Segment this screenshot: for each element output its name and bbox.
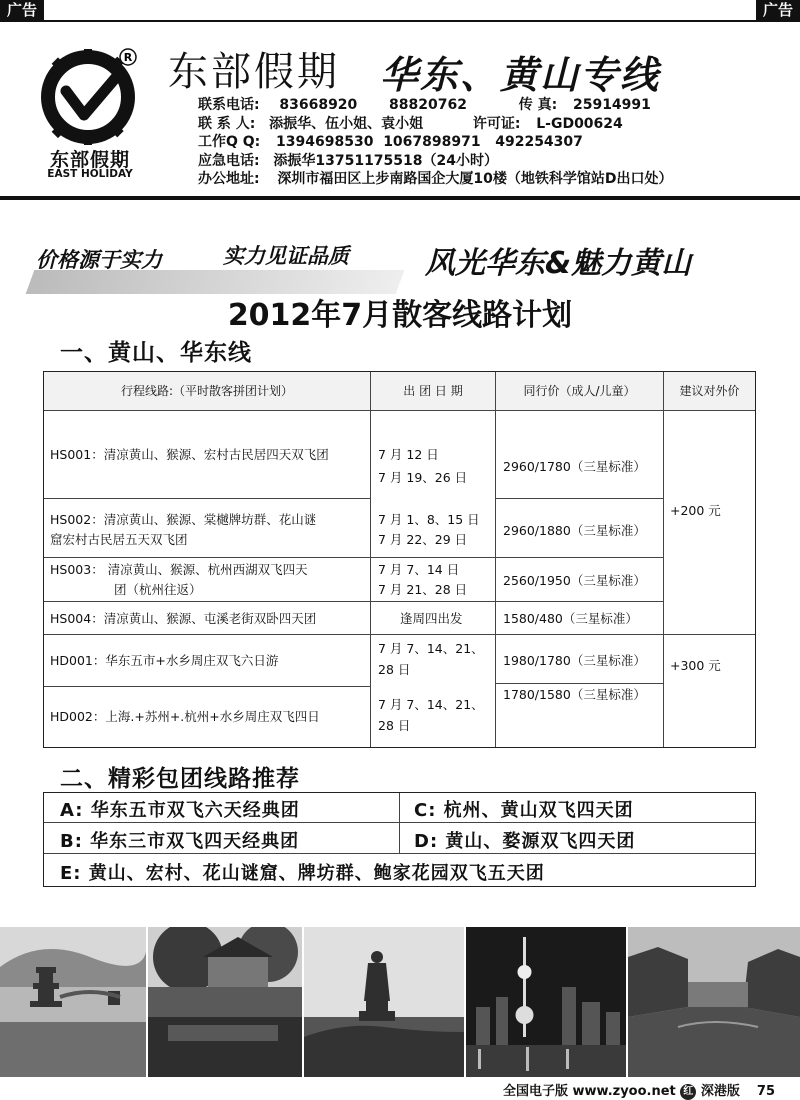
office-address: 深圳市福田区上步南路国企大厦10楼（地铁科学馆站D出口处） [277, 171, 673, 187]
license-label: 许可证: [472, 115, 521, 132]
date-hs001-b: 7 月 19、26 日 [378, 470, 468, 485]
emergency-phone: 添振华13751175518（24小时） [273, 152, 498, 169]
price-hd001: 1980/1780（三星标准） [503, 653, 646, 668]
price-hd002: 1780/1580（三星标准） [503, 687, 646, 702]
east-holiday-logo [40, 45, 140, 145]
brand-name: 东部假期 [168, 49, 340, 95]
page-footer [503, 1080, 775, 1100]
date-hd001-a: 7 月 7、14、21、 [378, 641, 484, 656]
suggest-price-hs: +200 元 [670, 503, 721, 518]
person-label: 联 系 人: [198, 115, 256, 132]
date-hd002-b: 28 日 [378, 718, 411, 733]
row-divider [44, 498, 370, 499]
col-divider [399, 793, 400, 853]
route-hd002: HD002：上海.+苏州+.杭州+水乡周庄双飞四日 [50, 709, 320, 724]
suggest-price-hd: +300 元 [670, 658, 721, 673]
package-a: A: 华东五市双飞六天经典团 [60, 800, 300, 821]
plan-title: 2012年7月散客线路计划 [227, 298, 573, 333]
package-b: B: 华东三市双飞四天经典团 [60, 831, 300, 852]
row-divider [495, 498, 663, 499]
contact-address-row [198, 170, 672, 189]
city-night-photo [466, 927, 626, 1077]
header-route: 行程线路:（平时散客拼团计划） [44, 372, 370, 410]
row-divider [44, 410, 755, 411]
date-hs003-a: 7 月 7、14 日 [378, 562, 460, 577]
route-hs002-line1: HS002：清凉黄山、猴源、棠樾牌坊群、花山谜 [50, 512, 317, 527]
contact-block [198, 96, 672, 189]
col-divider [370, 372, 371, 747]
header-suggested-price: 建议对外价 [664, 372, 755, 410]
contact-emergency-row [198, 152, 672, 171]
route-table [43, 371, 756, 748]
col-divider [663, 372, 664, 747]
row-divider [44, 686, 370, 687]
date-hd002-a: 7 月 7、14、21、 [378, 697, 484, 712]
buddha-statue-photo [304, 927, 464, 1077]
header-date: 出 团 日 期 [371, 372, 495, 410]
slogan-price: 价格源于实力 [36, 248, 162, 272]
phone-label: 联系电话: [198, 97, 260, 113]
header-divider [0, 196, 800, 200]
route-hs002-line2: 窟宏村古民居五天双飞团 [50, 532, 188, 547]
date-hd001-b: 28 日 [378, 662, 411, 677]
price-hs001: 2960/1780（三星标准） [503, 459, 646, 474]
price-hs004: 1580/480（三星标准） [503, 611, 638, 626]
ad-label-left: 广告 [0, 0, 44, 21]
col-divider [495, 372, 496, 747]
route-hs001: HS001：清凉黄山、猴源、宏村古民居四天双飞团 [50, 447, 329, 462]
page-number: 75 [756, 1084, 775, 1099]
contact-persons: 添振华、伍小姐、袁小姐 [269, 115, 424, 132]
slogan-scenery: 风光华东&魅力黄山 [425, 246, 692, 281]
garden-pond-photo [148, 927, 302, 1077]
logo-chinese-name: 东部假期 [49, 149, 130, 171]
fax-number: 25914991 [572, 97, 651, 113]
footer-edition: 深港版 [700, 1084, 740, 1099]
water-town-photo [628, 927, 800, 1077]
row-divider [44, 634, 755, 635]
phone-number-2: 88820762 [389, 97, 467, 113]
top-divider [0, 20, 800, 22]
price-hs002: 2960/1880（三星标准） [503, 523, 646, 538]
package-c: C: 杭州、黄山双飞四天团 [414, 800, 634, 821]
footer-website: 全国电子版 www.zyoo.net [502, 1084, 676, 1099]
package-d: D: 黄山、婺源双飞四天团 [414, 831, 636, 852]
slogan-quality: 实力见证品质 [223, 244, 349, 268]
contact-phone-row [198, 96, 672, 115]
package-table [43, 792, 756, 887]
header-peer-price: 同行价（成人/儿童） [496, 372, 663, 410]
row-divider [44, 557, 663, 558]
footer-badge: 红 [680, 1084, 696, 1100]
qq-numbers: 1394698530 1067898971 492254307 [276, 134, 583, 150]
route-hd001: HD001：华东五市+水乡周庄双飞六日游 [50, 653, 279, 668]
date-hs002-a: 7 月 1、8、15 日 [378, 512, 480, 527]
ad-label-right: 广告 [756, 0, 800, 21]
lake-pagoda-photo [0, 927, 146, 1077]
route-hs003-line1: HS003： 清凉黄山、猴源、杭州西湖双飞四天 [50, 562, 308, 577]
route-hs003-line2: 团（杭州往返） [114, 582, 202, 597]
phone-number-1: 83668920 [279, 97, 358, 113]
photo-strip [0, 927, 800, 1077]
fax-label: 传 真: [518, 97, 558, 113]
address-label: 办公地址: [198, 171, 260, 187]
route-hs004: HS004：清凉黄山、猴源、屯溪老街双卧四天团 [50, 611, 317, 626]
contact-person-row [198, 115, 672, 134]
license-number: L-GD00624 [536, 115, 623, 132]
emergency-label: 应急电话: [198, 152, 260, 169]
section-1-title: 一、黄山、华东线 [60, 340, 252, 366]
contact-qq-row [198, 133, 672, 152]
date-hs003-b: 7 月 21、28 日 [378, 582, 468, 597]
header-title: 华东、黄山专线 [380, 53, 661, 97]
svg-text:R: R [123, 51, 133, 64]
row-divider [44, 822, 755, 823]
date-hs004: 逢周四出发 [400, 611, 463, 626]
section-2-title: 二、精彩包团线路推荐 [60, 766, 300, 792]
row-divider [44, 601, 663, 602]
qq-label: 工作Q Q: [198, 134, 261, 150]
row-divider [44, 853, 755, 854]
date-hs001-a: 7 月 12 日 [378, 447, 439, 462]
logo-english-name: EAST HOLIDAY [47, 168, 133, 180]
package-e: E: 黄山、宏村、花山谜窟、牌坊群、鲍家花园双飞五天团 [60, 863, 545, 884]
date-hs002-b: 7 月 22、29 日 [378, 532, 468, 547]
price-hs003: 2560/1950（三星标准） [503, 573, 646, 588]
